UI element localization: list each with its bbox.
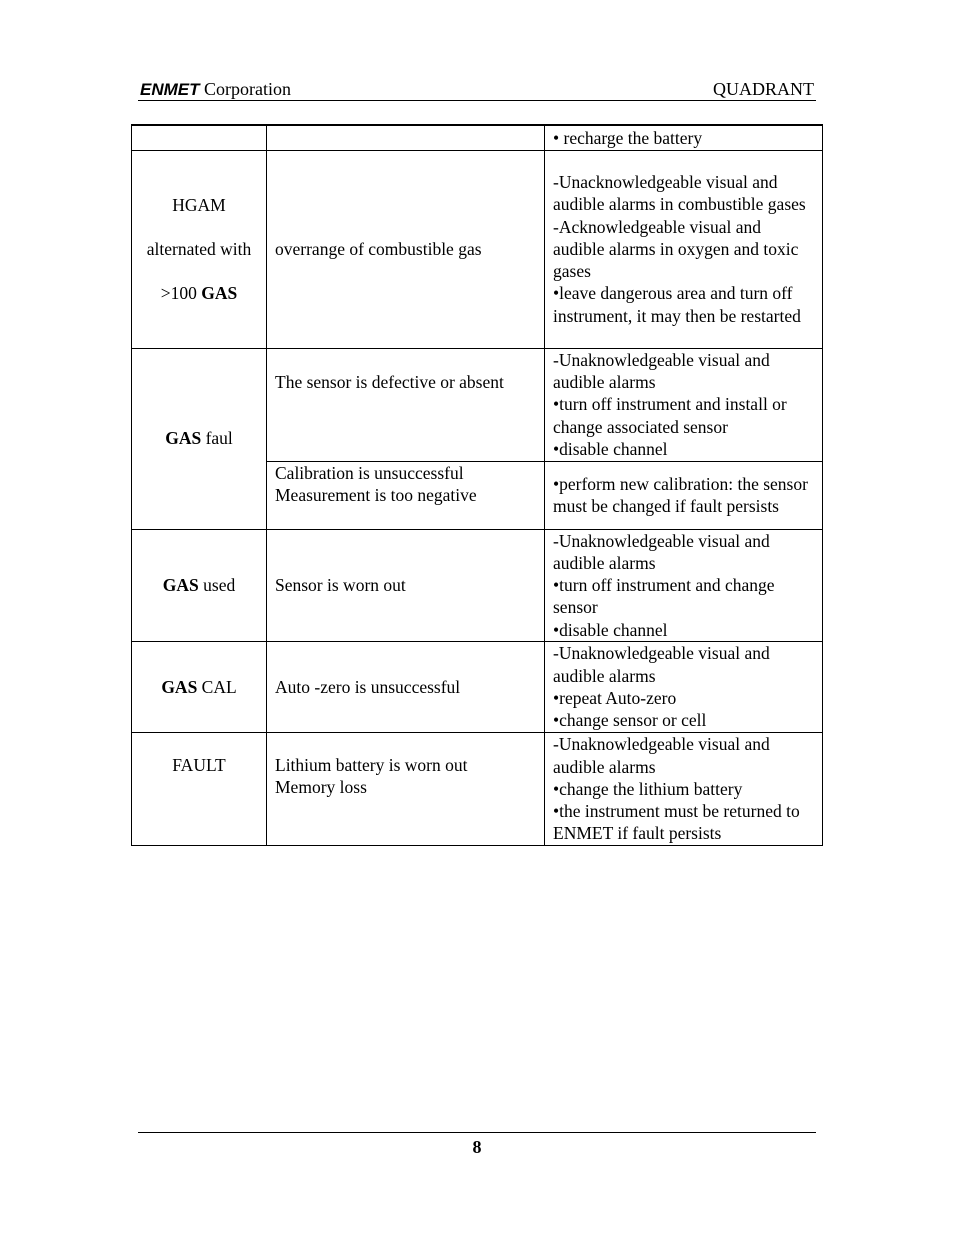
display-line: alternated with xyxy=(146,238,252,259)
table-row xyxy=(132,150,823,348)
action-line: •repeat Auto-zero xyxy=(553,687,677,708)
action-line: •turn off instrument and install or change associated sensor xyxy=(553,394,792,437)
cause-line: Memory loss xyxy=(275,777,367,798)
company-name xyxy=(140,79,291,100)
action-line: •leave dangerous area and turn off instrument, it may then be restarted xyxy=(553,283,801,326)
cause-line: Lithium battery is worn out xyxy=(275,754,468,775)
action-line: -Unaknowledgeable visual and audible alarms xyxy=(553,734,775,777)
display-suffix: CAL xyxy=(197,676,237,697)
display-line: HGAM xyxy=(172,194,226,215)
cause-line: Calibration is unsuccessful xyxy=(275,462,464,483)
gas-label: GAS xyxy=(161,676,198,697)
action-cell xyxy=(545,461,823,529)
action-cell xyxy=(545,529,823,641)
action-line: •turn off instrument and change sensor xyxy=(553,575,779,618)
cause-cell xyxy=(267,348,545,461)
gas-label: GAS xyxy=(165,428,202,449)
fault-table xyxy=(131,124,823,846)
display-cell xyxy=(132,150,267,348)
display-cell xyxy=(132,348,267,529)
gas-label: GAS xyxy=(162,575,199,596)
action-line: •disable channel xyxy=(553,438,668,459)
cause-cell: Sensor is worn out xyxy=(267,529,545,641)
display-line-text: >100 xyxy=(160,283,202,304)
action-line: •the instrument must be returned to ENMET if fault persists xyxy=(553,801,805,844)
action-line: •change sensor or cell xyxy=(553,710,707,731)
table-row xyxy=(132,641,823,732)
cause-cell xyxy=(267,732,545,845)
table-row xyxy=(132,348,823,461)
display-cell xyxy=(132,732,267,845)
display-cell xyxy=(132,529,267,641)
action-line: •perform new calibration: the sensor must be changed if fault persists xyxy=(553,473,813,516)
cause-line: Measurement is too negative xyxy=(275,484,477,505)
gas-label: GAS xyxy=(201,283,238,304)
action-cell xyxy=(545,125,823,150)
action-line: -Unaknowledgeable visual and audible alarms xyxy=(553,643,775,686)
display-cell xyxy=(132,641,267,732)
action-cell xyxy=(545,348,823,461)
display-line xyxy=(140,282,258,304)
cause-text: The sensor is defective or absent xyxy=(275,371,504,392)
company-suffix: Corporation xyxy=(199,79,291,99)
table-row xyxy=(132,529,823,641)
cause-cell xyxy=(267,125,545,150)
action-line: -Acknowledgeable visual and audible alarms in oxygen and toxic gases xyxy=(553,216,803,282)
table-row xyxy=(132,732,823,845)
display-suffix: used xyxy=(198,575,236,596)
action-line: •change the lithium battery xyxy=(553,778,743,799)
action-line: •disable channel xyxy=(553,619,668,640)
product-name: QUADRANT xyxy=(713,79,814,99)
cause-cell xyxy=(267,461,545,529)
company-brand: ENMET xyxy=(140,80,200,99)
action-line: • recharge the battery xyxy=(553,127,703,148)
action-cell xyxy=(545,150,823,348)
display-text: FAULT xyxy=(172,754,226,775)
page-footer xyxy=(138,1132,816,1157)
action-cell xyxy=(545,732,823,845)
display-cell xyxy=(132,125,267,150)
action-cell xyxy=(545,641,823,732)
page-header xyxy=(138,76,816,101)
cause-cell: Auto -zero is unsuccessful xyxy=(267,641,545,732)
action-line: -Unaknowledgeable visual and audible alarms xyxy=(553,530,775,573)
cause-cell: overrange of combustible gas xyxy=(267,150,545,348)
page-number: 8 xyxy=(472,1137,482,1157)
display-suffix: faul xyxy=(201,428,233,449)
action-line: -Unaknowledgeable visual and audible alarms xyxy=(553,349,775,393)
action-line: -Unacknowledgeable visual and audible alarms in combustible gases xyxy=(553,171,806,215)
table-row xyxy=(132,125,823,150)
